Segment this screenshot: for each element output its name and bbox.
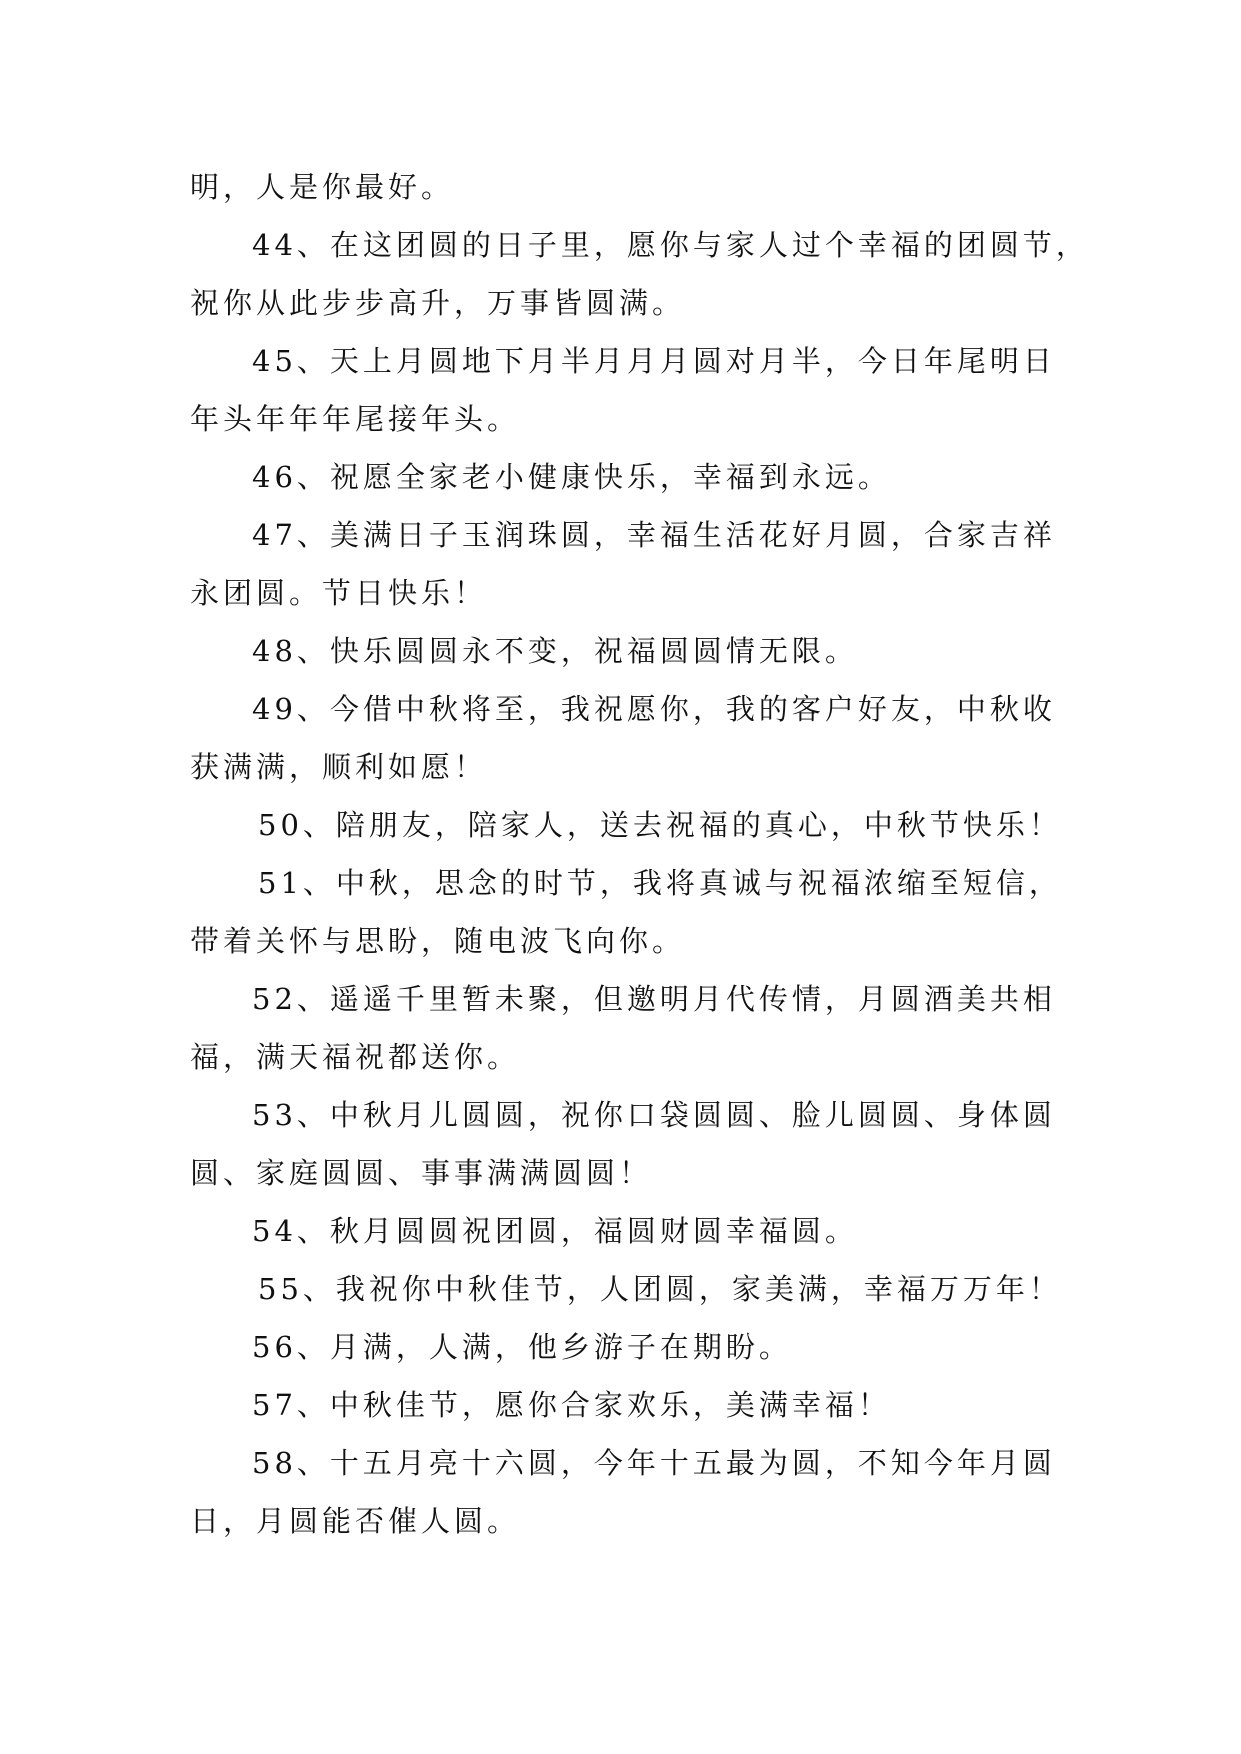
text-line: 55、我祝你中秋佳节，人团圆，家美满，幸福万万年！: [258, 1272, 1062, 1306]
text-line: 44、在这团圆的日子里，愿你与家人过个幸福的团圆节，: [252, 228, 1089, 262]
text-line: 49、今借中秋将至，我祝愿你，我的客户好友，中秋收: [252, 692, 1056, 726]
text-line: 圆、家庭圆圆、事事满满圆圆！: [190, 1156, 653, 1190]
text-line: 57、中秋佳节，愿你合家欢乐，美满幸福！: [252, 1388, 891, 1422]
text-line: 带着关怀与思盼，随电波飞向你。: [190, 924, 686, 958]
text-line: 45、天上月圆地下月半月月月圆对月半，今日年尾明日: [252, 344, 1056, 378]
text-line: 日，月圆能否催人圆。: [190, 1504, 521, 1538]
text-line: 获满满，顺利如愿！: [190, 750, 488, 784]
text-line: 47、美满日子玉润珠圆，幸福生活花好月圆，合家吉祥: [252, 518, 1056, 552]
text-line: 51、中秋，思念的时节，我将真诚与祝福浓缩至短信，: [258, 866, 1062, 900]
text-line: 年头年年年尾接年头。: [190, 402, 521, 436]
text-line: 46、祝愿全家老小健康快乐，幸福到永远。: [252, 460, 891, 494]
document-body: [190, 158, 1089, 1550]
text-line: 永团圆。节日快乐！: [190, 576, 488, 610]
text-line: 50、陪朋友，陪家人，送去祝福的真心，中秋节快乐！: [258, 808, 1062, 842]
text-line: 52、遥遥千里暂未聚，但邀明月代传情，月圆酒美共相: [252, 982, 1056, 1016]
text-line: 53、中秋月儿圆圆，祝你口袋圆圆、脸儿圆圆、身体圆: [252, 1098, 1056, 1132]
text-line: 58、十五月亮十六圆，今年十五最为圆，不知今年月圆: [252, 1446, 1056, 1480]
text-line: 56、月满，人满，他乡游子在期盼。: [252, 1330, 792, 1364]
text-line: 明，人是你最好。: [190, 170, 455, 204]
text-line: 福，满天福祝都送你。: [190, 1040, 521, 1074]
text-line: 祝你从此步步高升，万事皆圆满。: [190, 286, 686, 320]
text-line: 54、秋月圆圆祝团圆，福圆财圆幸福圆。: [252, 1214, 858, 1248]
text-line: 48、快乐圆圆永不变，祝福圆圆情无限。: [252, 634, 858, 668]
